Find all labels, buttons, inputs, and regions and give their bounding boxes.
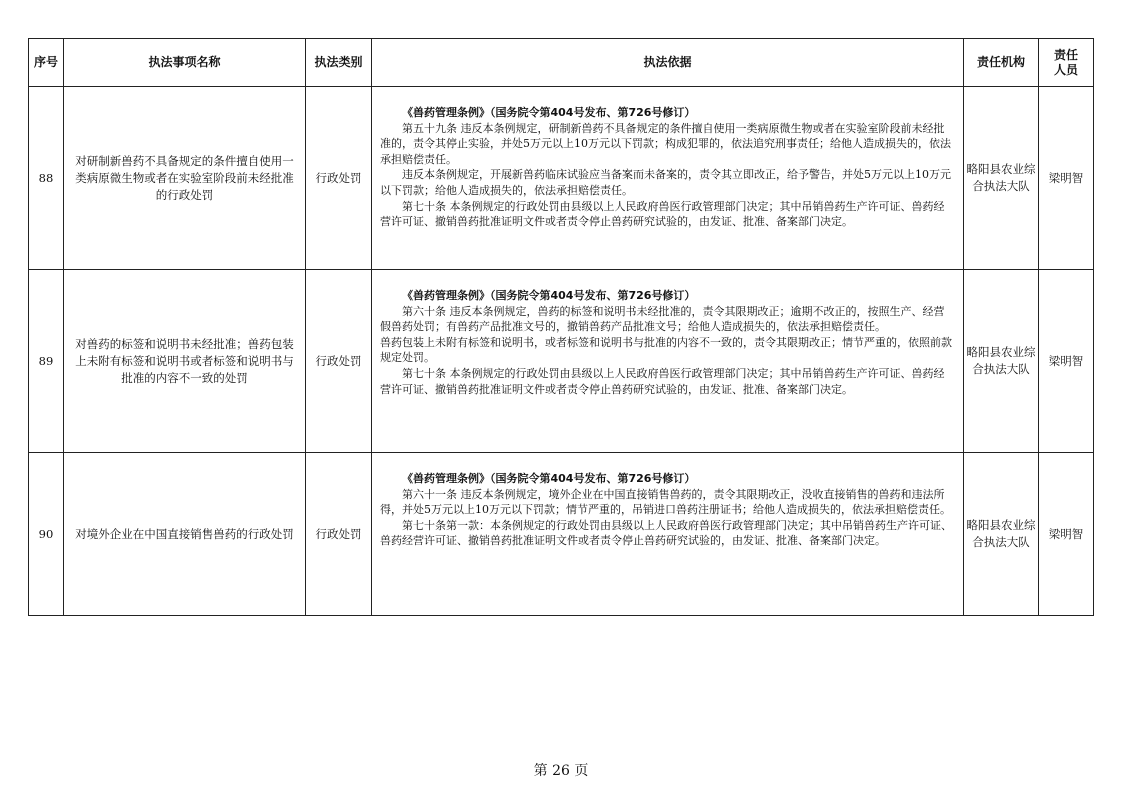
header-seq: 序号 (29, 39, 64, 87)
row-name: 对境外企业在中国直接销售兽药的行政处罚 (64, 453, 306, 616)
basis-title: 《兽药管理条例》（国务院令第404号发布、第726号修订） (402, 106, 696, 119)
row-basis (372, 270, 964, 453)
basis-paragraph: 第七十条第一款：本条例规定的行政处罚由县级以上人民政府兽医行政管理部门决定；其中吊销兽药生产许可证、兽药经营许可证、撤销兽药批准证明文件或者责令停止兽药研究试验的，由发证、批准、备案部门决定。 (380, 518, 952, 548)
page-number: 第 26 页 (533, 763, 589, 779)
table-row (29, 270, 1094, 453)
enforcement-table (28, 38, 1094, 616)
header-org: 责任机构 (964, 39, 1039, 87)
row-seq: 88 (29, 87, 64, 270)
basis-paragraph: 兽药包装上未附有标签和说明书，或者标签和说明书与批准的内容不一致的，责令其限期改正；情节严重的，依照前款规定处罚。 (380, 335, 952, 365)
row-person: 梁明智 (1039, 87, 1094, 270)
table-header-row (29, 39, 1094, 87)
row-basis (372, 453, 964, 616)
row-name: 对研制新兽药不具备规定的条件擅自使用一类病原微生物或者在实验室阶段前未经批准的行政处罚 (64, 87, 306, 270)
basis-paragraph: 第六十一条 违反本条例规定，境外企业在中国直接销售兽药的，责令其限期改正，没收直接销售的兽药和违法所得，并处5万元以上10万元以下罚款；情节严重的，吊销进口兽药注册证书；给他人造成损失的，依法承担赔偿责任。 (380, 487, 951, 517)
basis-paragraph: 第五十九条 违反本条例规定，研制新兽药不具备规定的条件擅自使用一类病原微生物或者在实验室阶段前未经批准的，责令其停止实验，并处5万元以上10万元以下罚款；构成犯罪的，依法追究刑事责任；给他人造成损失的，依法承担赔偿责任。 (380, 121, 951, 166)
row-name: 对兽药的标签和说明书未经批准；兽药包装上未附有标签和说明书或者标签和说明书与批准的内容不一致的处罚 (64, 270, 306, 453)
basis-paragraph: 第六十条 违反本条例规定，兽药的标签和说明书未经批准的，责令其限期改正；逾期不改正的，按照生产、经营假兽药处罚；有兽药产品批准文号的，撤销兽药产品批准文号；给他人造成损失的，依法承担赔偿责任。 (380, 304, 945, 334)
row-seq: 90 (29, 453, 64, 616)
basis-title: 《兽药管理条例》（国务院令第404号发布、第726号修订） (402, 289, 696, 302)
header-category: 执法类别 (306, 39, 372, 87)
row-category: 行政处罚 (306, 270, 372, 453)
header-name: 执法事项名称 (64, 39, 306, 87)
row-category: 行政处罚 (306, 87, 372, 270)
basis-paragraph: 违反本条例规定，开展新兽药临床试验应当备案而未备案的，责令其立即改正，给予警告，并处5万元以上10万元以下罚款；给他人造成损失的，依法承担赔偿责任。 (380, 168, 951, 197)
basis-paragraph: 第七十条 本条例规定的行政处罚由县级以上人民政府兽医行政管理部门决定；其中吊销兽药生产许可证、兽药经营许可证、撤销兽药批准证明文件或者责令停止兽药研究试验的，由发证、批准、备案部门决定。 (380, 366, 945, 396)
row-org: 略阳县农业综合执法大队 (964, 87, 1039, 270)
row-org: 略阳县农业综合执法大队 (964, 270, 1039, 453)
row-person: 梁明智 (1039, 453, 1094, 616)
table-row (29, 453, 1094, 616)
row-seq: 89 (29, 270, 64, 453)
basis-paragraph: 第七十条 本条例规定的行政处罚由县级以上人民政府兽医行政管理部门决定；其中吊销兽药生产许可证、兽药经营许可证、撤销兽药批准证明文件或者责令停止兽药研究试验的，由发证、批准、备案部门决定。 (380, 199, 945, 229)
row-category: 行政处罚 (306, 453, 372, 616)
header-person: 责任人员 (1039, 39, 1094, 87)
row-person: 梁明智 (1039, 270, 1094, 453)
row-basis (372, 87, 964, 270)
basis-title: 《兽药管理条例》（国务院令第404号发布、第726号修订） (402, 472, 696, 485)
row-org: 略阳县农业综合执法大队 (964, 453, 1039, 616)
header-basis: 执法依据 (372, 39, 964, 87)
table-row (29, 87, 1094, 270)
